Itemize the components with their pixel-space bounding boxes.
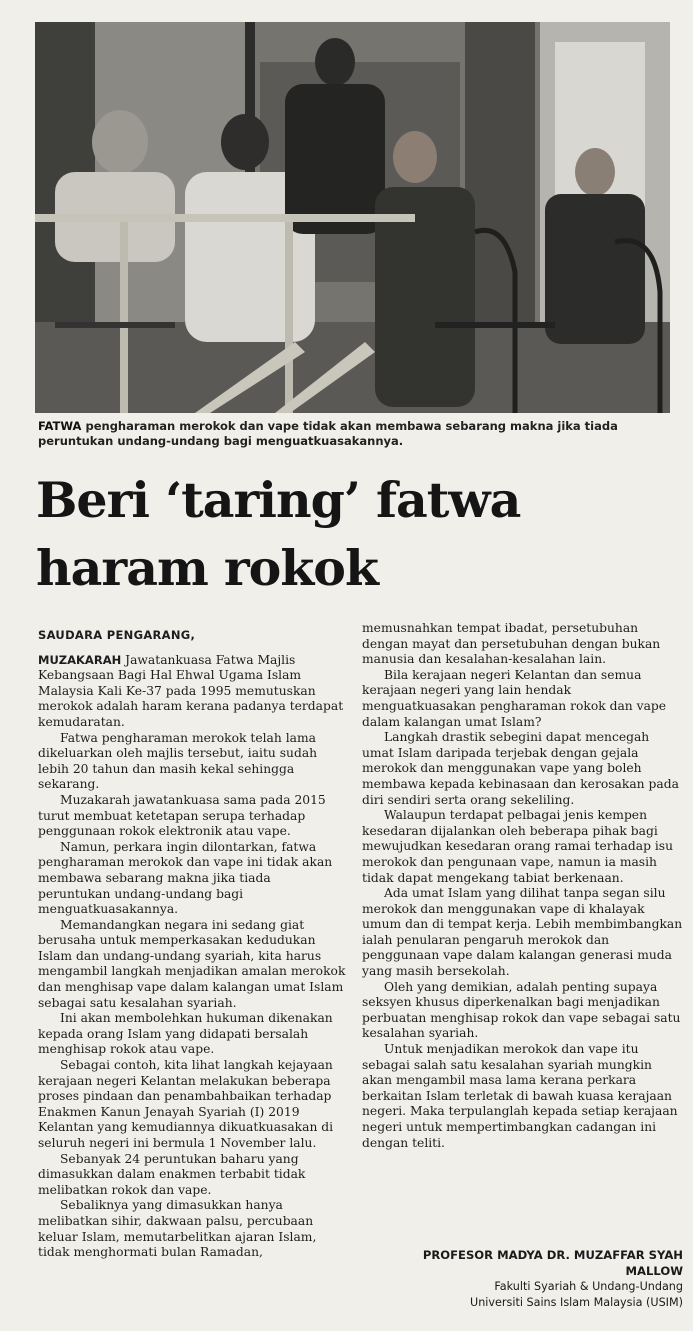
paragraph: Bila kerajaan negeri Kelantan dan semua kerajaan negeri yang lain hendak menguatkuasakan pengharaman rokok dan vape dalam kalangan umat Islam? — [362, 667, 667, 729]
paragraph: Ini akan membolehkan hukuman dikenakan kepada orang Islam yang didapati bersalah menghisap rokok atau vape. — [38, 1011, 333, 1057]
paragraph: Namun, perkara ingin dilontarkan, fatwa pengharaman merokok dan vape ini tidak akan membawa sebarang makna jika tiada peruntukan undang-undang bagi menguatkuasakannya. — [38, 839, 333, 917]
paragraph: Memandangkan negara ini sedang giat berusaha untuk memperkasakan kedudukan Islam dan undang-undang syariah, kita harus mengambil langkah menjadikan amalan merokok dan menghisap vape dalam kalangan umat Islam sebagai satu kesalahan syariah. — [38, 917, 346, 1010]
photo-caption — [38, 419, 678, 449]
news-photo — [35, 22, 670, 413]
author-name-line-2: MALLOW — [625, 1264, 683, 1278]
lead-word: MUZAKARAH — [38, 652, 122, 667]
author-byline — [380, 1247, 683, 1311]
paragraph: Oleh yang demikian, adalah penting supaya seksyen khusus diperkenalkan bagi menjadikan perbuatan menghisap rokok dan vape sebagai satu kesalahan syariah. — [362, 979, 681, 1041]
paragraph: MUZAKARAH Jawatankuasa Fatwa Majlis Kebangsaan Bagi Hal Ehwal Ugama Islam Malaysia Kali Ke-37 pada 1995 memutuskan merokok adalah haram kerana padanya terdapat kemudaratan. — [38, 652, 344, 729]
paragraph: Sebagai contoh, kita lihat langkah kejayaan kerajaan negeri Kelantan melakukan beberapa proses pindaan dan penambahbaikan terhadap Enakmen Kanun Jenayah Syariah (I) 2019 Kelantan yang kemudiannya dikuatkuasakan di seluruh negeri ini bermula 1 November lalu. — [38, 1058, 334, 1150]
author-affiliation-1: Fakulti Syariah & Undang-Undang — [494, 1280, 683, 1293]
article-headline — [36, 466, 686, 602]
paragraph: Untuk menjadikan merokok dan vape itu sebagai salah satu kesalahan syariah mungkin akan mengambil masa lama kerana perkara berkaitan Islam terletak di bawah kuasa kerajaan negeri. Maka terpulanglah kepada setiap kerajaan negeri untuk mempertimbangkan cadangan ini dengan teliti. — [362, 1042, 678, 1150]
cafe-smokers-photo — [35, 22, 670, 413]
paragraph: Muzakarah jawatankuasa sama pada 2015 turut membuat ketetapan serupa terhadap penggunaan rokok elektronik atau vape. — [38, 792, 326, 839]
paragraph: Sebaliknya yang dimasukkan hanya melibatkan sihir, dakwaan palsu, percubaan keluar Islam, memutarbelitkan ajaran Islam, tidak menghormati bulan Ramadan, — [38, 1198, 317, 1260]
paragraph: Walaupun terdapat pelbagai jenis kempen kesedaran dijalankan oleh beberapa pihak bagi mewujudkan kesedaran orang ramai terhadap isu merokok dan pengunaan vape, namun ia masih tidak dapat mengekang tabiat berkenaan. — [362, 808, 674, 885]
caption-lead: FATWA — [38, 419, 82, 433]
paragraph: Ada umat Islam yang dilihat tanpa segan silu merokok dan menggunakan vape di khalayak umum dan di tempat kerja. Lebih membimbangkan ialah penularan pengaruh merokok dan penggunaan vape dalam kalangan generasi muda yang masih bersekolah. — [362, 886, 683, 979]
paragraph: Langkah drastik sebegini dapat mencegah umat Islam daripada terjebak dengan gejala merokok dan menggunakan vape yang boleh membawa kepada kebinasaan dan kerosakan pada diri sendiri serta orang sekeliling. — [362, 730, 679, 807]
caption-text: pengharaman merokok dan vape tidak akan membawa sebarang makna jika tiada peruntukan undang-undang bagi menguatkuasakannya. — [38, 419, 618, 448]
salutation: SAUDARA PENGARANG, — [38, 628, 196, 642]
paragraph: Fatwa pengharaman merokok telah lama dikeluarkan oleh majlis tersebut, iaitu sudah lebih 20 tahun dan masih kekal sehingga sekarang. — [38, 730, 318, 792]
paragraph: Sebanyak 24 peruntukan baharu yang dimasukkan dalam enakmen terbabit tidak melibatkan rokok dan vape. — [38, 1151, 306, 1197]
paragraph: memusnahkan tempat ibadat, persetubuhan dengan mayat dan persetubuhan dengan bukan manusia dan kesalahan-kesalahan lain. — [362, 621, 661, 667]
author-affiliation-2: Universiti Sains Islam Malaysia (USIM) — [470, 1296, 683, 1309]
article-column-2 — [362, 621, 684, 1151]
article-column-1 — [38, 628, 346, 1261]
headline-line-2: haram rokok — [36, 539, 378, 597]
author-name-line-1: PROFESOR MADYA DR. MUZAFFAR SYAH — [422, 1248, 683, 1262]
headline-line-1: Beri ‘taring’ fatwa — [36, 471, 521, 529]
